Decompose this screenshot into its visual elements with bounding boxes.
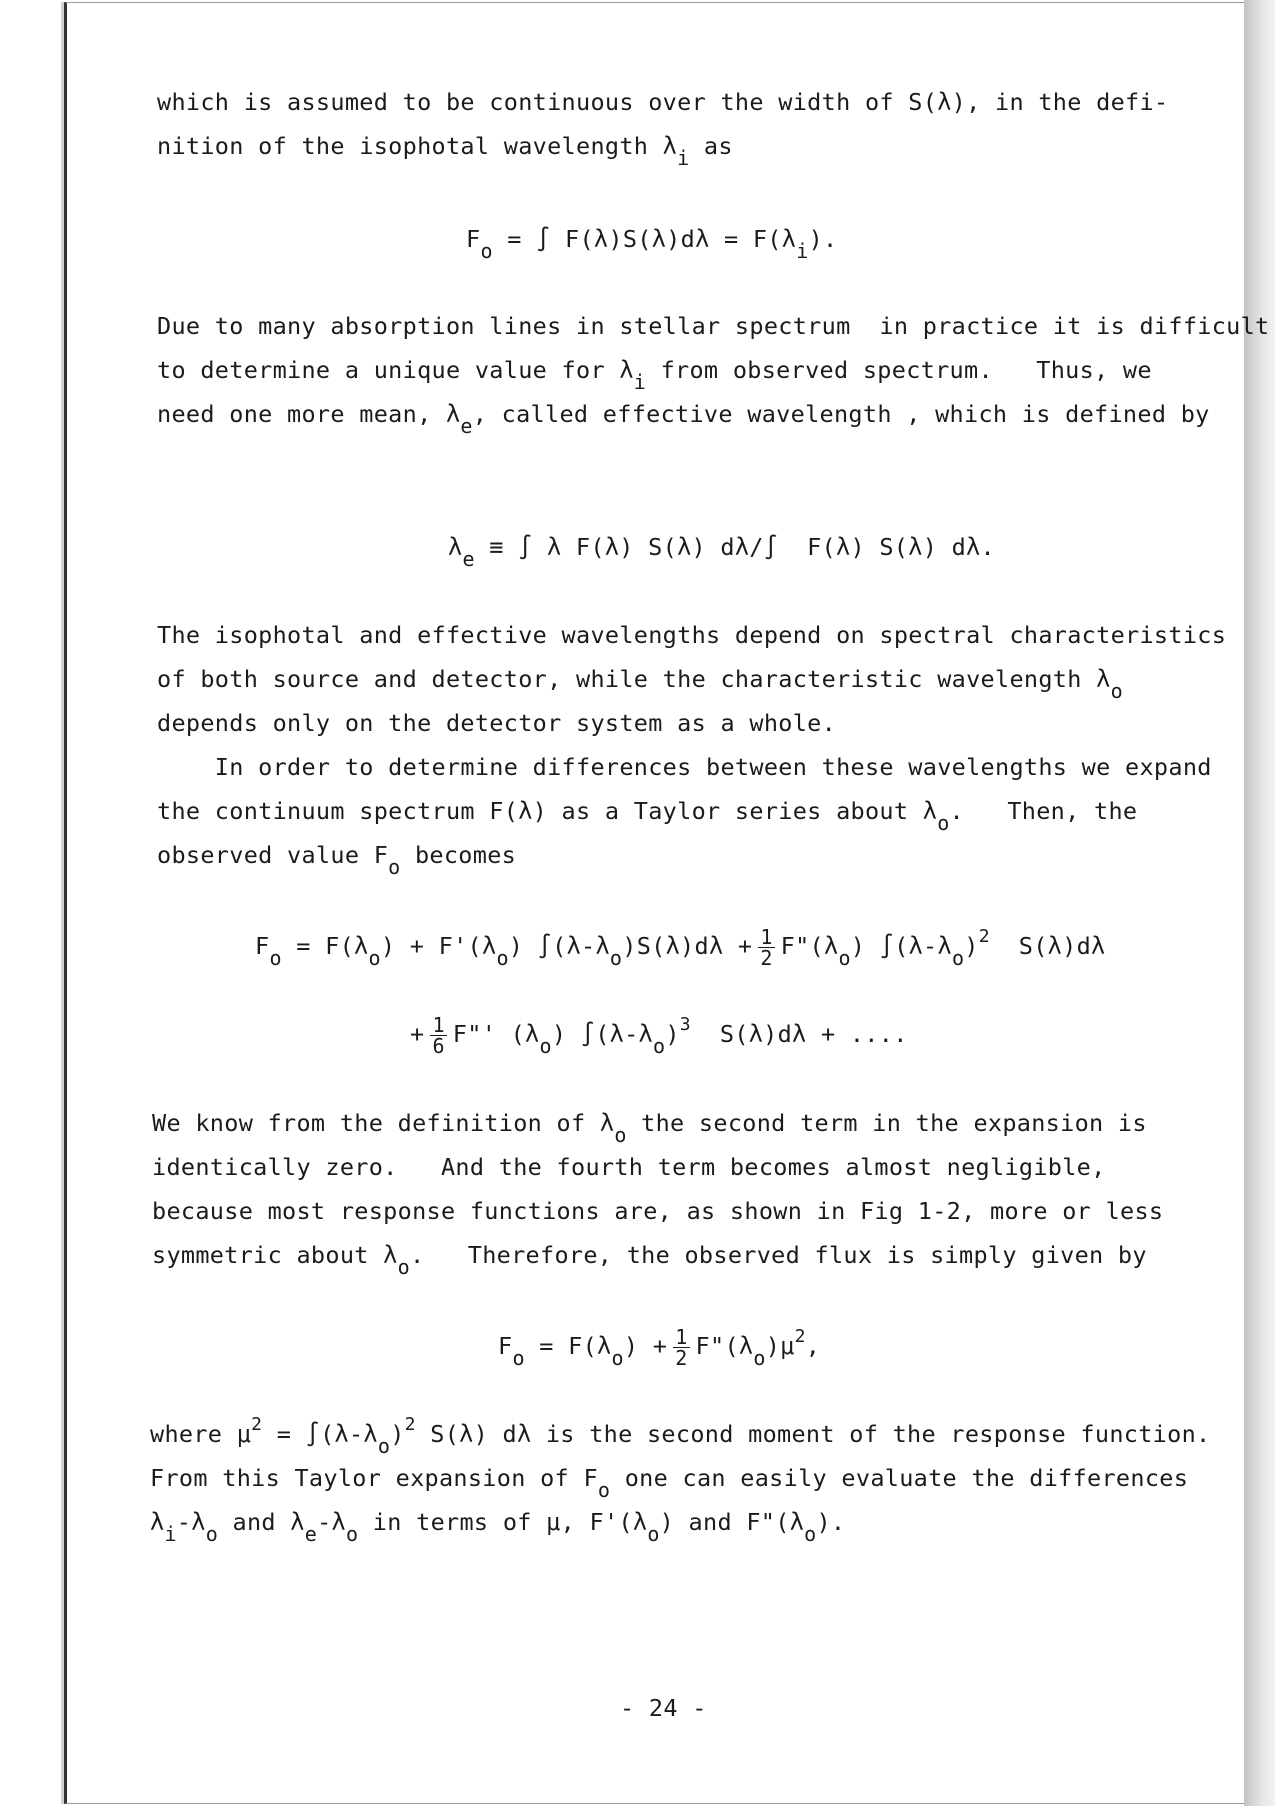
text-line: depends only on the detector system as a whole.: [157, 709, 837, 737]
equation-observed-flux: Fo = F(λo) + $\frac{1}{2}$ F"(λo)μ2,: [498, 1325, 821, 1370]
text-line: where μ2 = ∫(λ-λo)2 S(λ) dλ is the second moment of the response function.: [150, 1414, 1211, 1458]
equation-taylor-series: Fo = F(λo) + F'(λo) ∫(λ-λo)S(λ)dλ + $\frac{1}{2}$ F"(λo) ∫(λ-λo)2 S(λ)dλ: [255, 925, 1106, 970]
text-line: because most response functions are, as shown in Fig 1-2, more or less: [152, 1197, 1164, 1225]
fraction-one-sixth: $\frac{1}{6}$: [432, 1013, 445, 1058]
equation-effective-wavelength: λe ≡ ∫ λ F(λ) S(λ) dλ/∫ F(λ) S(λ) dλ.: [448, 533, 995, 571]
text-line: The isophotal and effective wavelengths depend on spectral characteristics: [157, 621, 1227, 649]
fraction-one-half: $\frac{1}{2}$: [760, 925, 773, 970]
page-edge-shadow: [1244, 0, 1275, 1806]
text-line: observed value Fo becomes: [157, 841, 517, 879]
text-line: which is assumed to be continuous over the width of S(λ), in the defi-: [157, 88, 1169, 116]
text-line: to determine a unique value for λi from observed spectrum. Thus, we: [157, 356, 1152, 394]
text-line: In order to determine differences between these wavelengths we expand: [157, 753, 1212, 781]
text-line: identically zero. And the fourth term becomes almost negligible,: [152, 1153, 1106, 1181]
text-line: of both source and detector, while the characteristic wavelength λo: [157, 665, 1123, 703]
text-line: the continuum spectrum F(λ) as a Taylor series about λo. Then, the: [157, 797, 1138, 835]
equation-isophotal: Fo = ∫ F(λ)S(λ)dλ = F(λi).: [466, 225, 838, 263]
text-line: Due to many absorption lines in stellar spectrum in practice it is difficult: [157, 312, 1270, 340]
text-line: From this Taylor expansion of Fo one can easily evaluate the differences: [150, 1464, 1189, 1502]
text-line: need one more mean, λe, called effective wavelength , which is defined by: [157, 400, 1210, 438]
text-line: We know from the definition of λo the second term in the expansion is: [152, 1109, 1147, 1147]
text-line: nition of the isophotal wavelength λi as: [157, 132, 733, 170]
text-line: λi-λo and λe-λo in terms of μ, F'(λo) and F"(λo).: [150, 1508, 846, 1546]
page-number: - 24 -: [620, 1694, 707, 1722]
fraction-one-half: $\frac{1}{2}$: [675, 1325, 688, 1370]
equation-taylor-series-cont: + $\frac{1}{6}$ F"' (λo) ∫(λ-λo)3 S(λ)dλ + ....: [410, 1013, 908, 1058]
text-line: symmetric about λo. Therefore, the observed flux is simply given by: [152, 1241, 1147, 1279]
